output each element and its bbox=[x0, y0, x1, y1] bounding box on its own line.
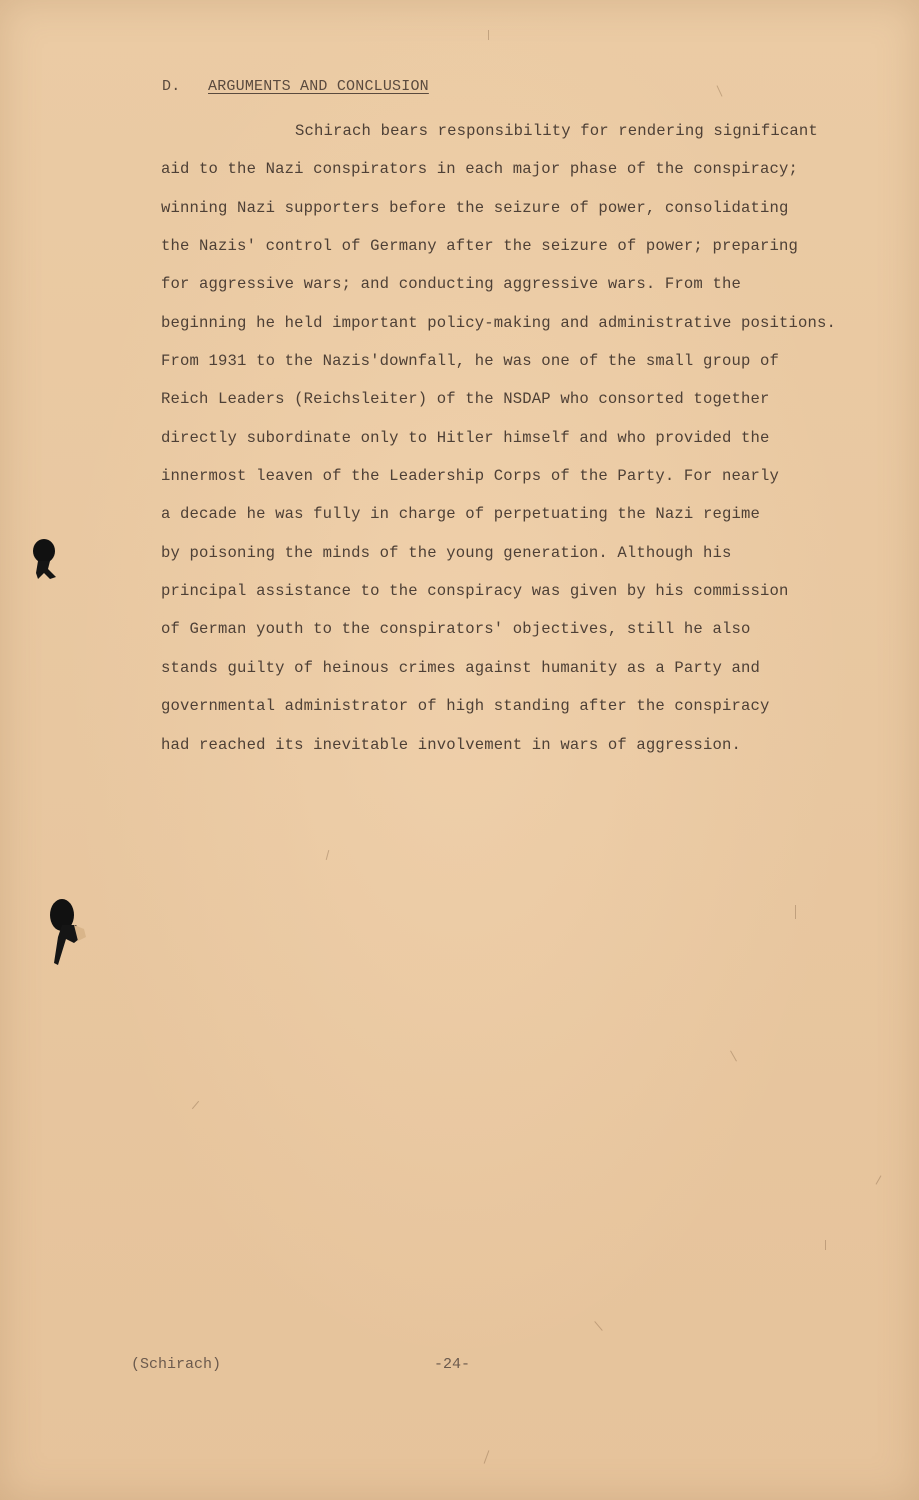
paper-fiber bbox=[594, 1321, 602, 1331]
text-line: governmental administrator of high standing after the conspiracy bbox=[161, 697, 770, 716]
paper-fiber bbox=[326, 850, 330, 860]
paper-fiber bbox=[795, 905, 796, 919]
punch-hole-icon bbox=[28, 535, 68, 585]
text-line: stands guilty of heinous crimes against humanity as a Party and bbox=[161, 658, 760, 677]
text-line: winning Nazi supporters before the seizure of power, consolidating bbox=[161, 198, 789, 217]
paper-fiber bbox=[192, 1101, 199, 1109]
text-line: of German youth to the conspirators' objectives, still he also bbox=[161, 620, 751, 639]
paper-fiber bbox=[488, 30, 489, 40]
text-line: innermost leaven of the Leadership Corps of the Party. For nearly bbox=[161, 467, 780, 486]
paper-fiber bbox=[717, 85, 723, 96]
punch-hole-icon bbox=[44, 895, 92, 967]
text-line: for aggressive wars; and conducting aggressive wars. From the bbox=[161, 275, 741, 294]
paper-fiber bbox=[825, 1240, 826, 1250]
paper-fiber bbox=[876, 1175, 882, 1184]
text-line: a decade he was fully in charge of perpetuating the Nazi regime bbox=[161, 505, 760, 524]
text-line: principal assistance to the conspiracy was given by his commission bbox=[161, 582, 789, 601]
section-title: ARGUMENTS AND CONCLUSION bbox=[208, 78, 429, 95]
text-line: From 1931 to the Nazis'downfall, he was one of the small group of bbox=[161, 352, 780, 371]
text-line: had reached its inevitable involvement in wars of aggression. bbox=[161, 735, 741, 754]
text-line: directly subordinate only to Hitler himself and who provided the bbox=[161, 428, 770, 447]
text-line: Schirach bears responsibility for rendering significant bbox=[295, 122, 818, 140]
paper-fiber bbox=[730, 1051, 737, 1062]
section-heading bbox=[162, 78, 429, 95]
paper-fiber bbox=[484, 1450, 490, 1463]
text-line: beginning he held important policy-making and administrative positions. bbox=[161, 313, 837, 332]
page-number: -24- bbox=[434, 1356, 471, 1373]
footer-name: (Schirach) bbox=[131, 1356, 222, 1373]
text-line: the Nazis' control of Germany after the seizure of power; preparing bbox=[161, 237, 799, 256]
section-letter: D. bbox=[162, 78, 181, 95]
text-line: Reich Leaders (Reichsleiter) of the NSDAP who consorted together bbox=[161, 390, 770, 409]
text-line: by poisoning the minds of the young generation. Although his bbox=[161, 543, 732, 562]
body-paragraph bbox=[161, 117, 861, 769]
text-line: aid to the Nazi conspirators in each major phase of the conspiracy; bbox=[161, 160, 799, 179]
